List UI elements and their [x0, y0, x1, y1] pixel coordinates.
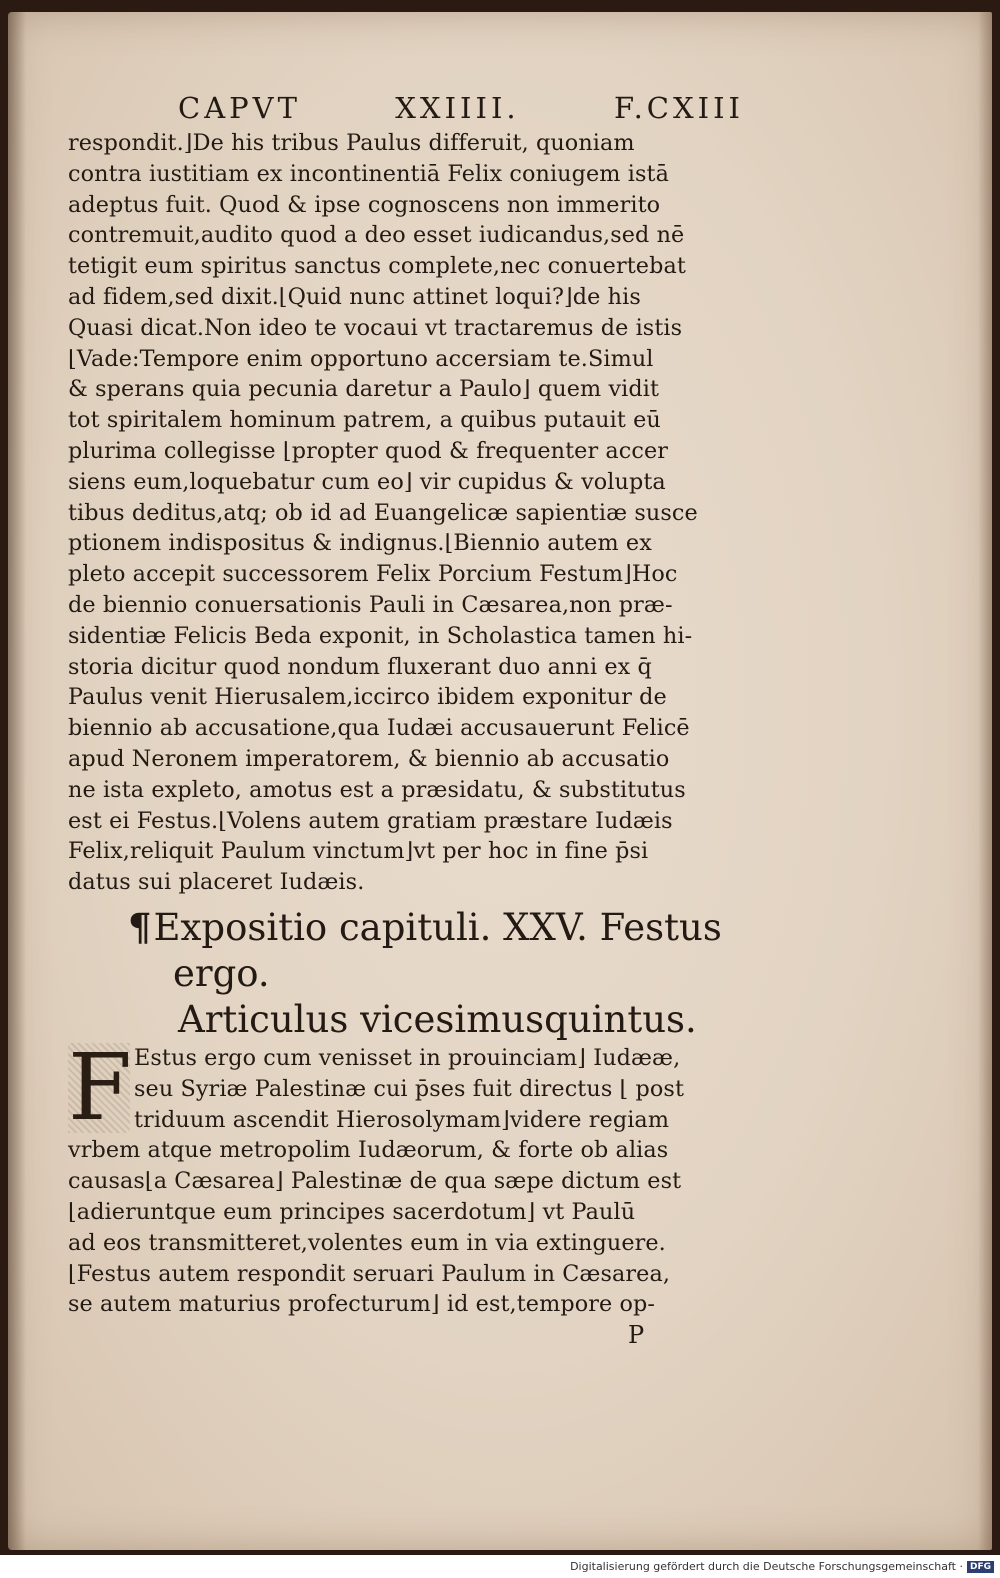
text-line: adeptus fuit. Quod & ipse cognoscens non immerito [68, 191, 661, 218]
body-paragraph [68, 128, 748, 898]
text-line: ⌊adieruntque eum principes sacerdotum⌋ vt Paulū [68, 1198, 636, 1225]
text-line: apud Neronem imperatorem, & biennio ab accusatio [68, 745, 670, 772]
page-gutter-shadow [8, 12, 26, 1550]
book-page [8, 12, 992, 1550]
exposition-heading-line-2: ergo. [173, 951, 270, 995]
text-line: sidentiæ Felicis Beda exponit, in Scholastica tamen hi- [68, 622, 693, 649]
pilcrow-mark: ¶ [128, 904, 152, 949]
text-line: ⌊Festus autem respondit seruari Paulum in Cæsarea, [68, 1260, 671, 1287]
text-line: storia dicitur quod nondum fluxerant duo anni ex q̄ [68, 653, 652, 680]
text-line: datus sui placeret Iudæis. [68, 869, 365, 896]
text-line: ad eos transmitteret,volentes eum in via extinguere. [68, 1229, 666, 1256]
exposition-heading [68, 904, 748, 951]
text-line: respondit.⌋De his tribus Paulus differuit, quoniam [68, 130, 635, 156]
text-line: Paulus venit Hierusalem,iccirco ibidem exponitur de [68, 684, 667, 711]
text-line: ad fidem,sed dixit.⌊Quid nunc attinet loqui?⌋de his [68, 283, 641, 310]
footer-credit-text: Digitalisierung gefördert durch die Deutsche Forschungsgemeinschaft · [570, 1560, 963, 1573]
exposition-heading-line-1: Expositio capituli. XXV. Festus [153, 905, 722, 949]
text-line: plurima collegisse ⌊propter quod & frequenter accer [68, 437, 669, 464]
text-line: siens eum,loquebatur cum eo⌋ vir cupidus & volupta [68, 468, 666, 495]
text-line: contremuit,audito quod a deo esset iudicandus,sed nē [68, 222, 685, 249]
second-section [68, 1033, 748, 1320]
page-edge-shadow [978, 12, 992, 1550]
digitization-footer [0, 1555, 994, 1578]
signature-mark: P [628, 1321, 645, 1350]
text-line: tetigit eum spiritus sanctus complete,nec conuertebat [68, 253, 686, 280]
text-line: de biennio conuersationis Pauli in Cæsarea,non præ- [68, 591, 673, 618]
dfg-logo: DFG [967, 1561, 994, 1573]
text-line: ⌊Vade:Tempore enim opportuno accersiam te.Simul [68, 345, 654, 372]
text-line: contra iustitiam ex incontinentiā Felix coniugem istā [68, 160, 669, 187]
text-line: tibus deditus,atq; ob id ad Euangelicæ sapientiæ susce [68, 499, 698, 526]
page-text-block [68, 88, 748, 1350]
text-line: & sperans quia pecunia daretur a Paulo⌋ quem vidit [68, 376, 660, 403]
text-line: triduum ascendit Hierosolymam⌋videre regiam [134, 1106, 670, 1133]
text-line: ptionem indispositus & indignus.⌊Biennio autem ex [68, 530, 652, 557]
text-line: tot spiritalem hominum patrem, a quibus putauit eū [68, 407, 661, 434]
text-line: biennio ab accusatione,qua Iudæi accusauerunt Felicē [68, 715, 690, 742]
text-line: Felix,reliquit Paulum vinctum⌋vt per hoc in fine p̄si [68, 838, 649, 865]
text-line: Quasi dicat.Non ideo te vocaui vt tractaremus de istis [68, 314, 683, 341]
running-head-right: F.CXIII [613, 91, 744, 125]
text-line: est ei Festus.⌊Volens autem gratiam præstare Iudæis [68, 807, 673, 834]
text-line: seu Syriæ Palestinæ cui p̄ses fuit directus ⌊ post [134, 1075, 685, 1102]
text-line: causas⌊a Cæsarea⌋ Palestinæ de qua sæpe dictum est [68, 1168, 682, 1195]
text-line: Estus ergo cum venisset in prouinciam⌋ Iudææ, [134, 1044, 681, 1071]
running-head-left: CAPVT [178, 91, 301, 125]
text-line: pleto accepit successorem Felix Porcium Festum⌋Hoc [68, 561, 678, 588]
running-head [68, 88, 748, 128]
article-heading: Articulus vicesimusquintus. [178, 997, 697, 1041]
text-line: ne ista expleto, amotus est a præsidatu, & substitutus [68, 776, 686, 803]
running-head-center: XXIIII. [395, 91, 520, 125]
drop-cap-initial: F [68, 1033, 132, 1141]
text-line: se autem maturius profecturum⌋ id est,tempore op- [68, 1291, 656, 1318]
text-line: vrbem atque metropolim Iudæorum, & forte ob alias [68, 1137, 669, 1164]
